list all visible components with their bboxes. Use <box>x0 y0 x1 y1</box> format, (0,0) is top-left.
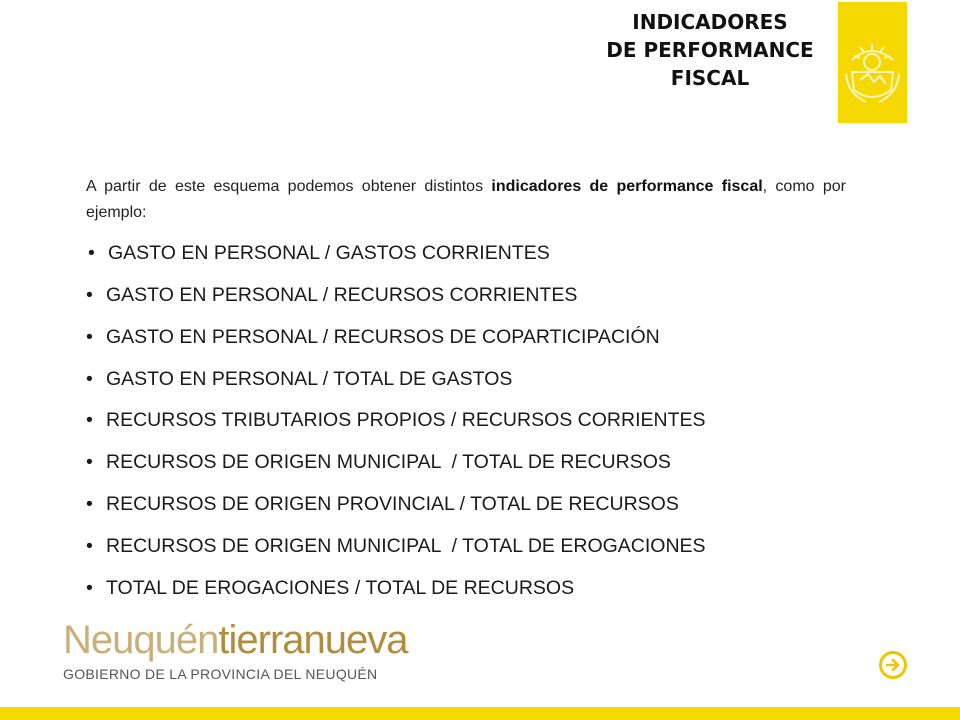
indicator-item-4 <box>86 368 512 391</box>
indicator-item-2 <box>86 284 577 307</box>
bullet-icon: • <box>86 577 93 599</box>
indicator-item-8 <box>86 535 706 558</box>
coat-of-arms-icon <box>838 2 907 123</box>
bullet-icon: • <box>88 242 95 264</box>
bullet-icon: • <box>86 409 93 431</box>
logo-subtitle: GOBIERNO DE LA PROVINCIA DEL NEUQUÉN <box>63 666 378 682</box>
indicator-label: GASTO EN PERSONAL / RECURSOS CORRIENTES <box>106 284 578 306</box>
next-slide-button[interactable] <box>879 651 907 679</box>
footer-accent-bar <box>0 707 960 720</box>
indicator-label: RECURSOS DE ORIGEN MUNICIPAL / TOTAL DE EROGACIONES <box>106 535 706 557</box>
indicator-item-1 <box>88 242 550 265</box>
logo-wordmark-part-2: tierranueva <box>218 618 408 662</box>
indicator-label: GASTO EN PERSONAL / GASTOS CORRIENTES <box>108 242 550 264</box>
bullet-icon: • <box>86 284 93 306</box>
indicator-label: RECURSOS TRIBUTARIOS PROPIOS / RECURSOS CORRIENTES <box>106 409 706 431</box>
indicator-item-5 <box>86 409 706 432</box>
indicator-label: RECURSOS DE ORIGEN PROVINCIAL / TOTAL DE RECURSOS <box>106 493 679 515</box>
slide-title-line-1: INDICADORES <box>632 10 788 34</box>
indicator-label: TOTAL DE EROGACIONES / TOTAL DE RECURSOS <box>106 577 575 599</box>
bullet-icon: • <box>86 535 93 557</box>
intro-text-end: , como por ejemplo: <box>86 178 846 221</box>
crest-panel <box>838 2 907 123</box>
indicator-label: GASTO EN PERSONAL / TOTAL DE GASTOS <box>106 368 513 390</box>
slide-title-line-3: FISCAL <box>670 66 750 90</box>
bullet-icon: • <box>86 493 93 515</box>
bullet-icon: • <box>86 451 93 473</box>
intro-text-start: A partir de este esquema podemos obtener distintos <box>86 178 492 195</box>
indicator-item-7 <box>86 493 679 516</box>
slide-title-line-2: DE PERFORMANCE <box>606 38 814 62</box>
intro-paragraph <box>86 174 846 226</box>
bullet-icon: • <box>86 326 93 348</box>
arrow-right-circle-icon <box>882 654 904 676</box>
indicator-item-9 <box>86 577 574 600</box>
indicator-item-6 <box>86 451 671 474</box>
indicator-item-3 <box>86 326 660 349</box>
intro-text-bold: indicadores de performance fiscal <box>491 178 763 195</box>
indicator-label: GASTO EN PERSONAL / RECURSOS DE COPARTICIPACIÓN <box>106 326 660 348</box>
government-logo <box>63 618 408 682</box>
slide-title <box>560 8 860 92</box>
bullet-icon: • <box>86 368 93 390</box>
logo-wordmark <box>63 618 408 662</box>
logo-wordmark-part-1: Neuquén <box>63 618 219 662</box>
indicator-label: RECURSOS DE ORIGEN MUNICIPAL / TOTAL DE RECURSOS <box>106 451 671 473</box>
